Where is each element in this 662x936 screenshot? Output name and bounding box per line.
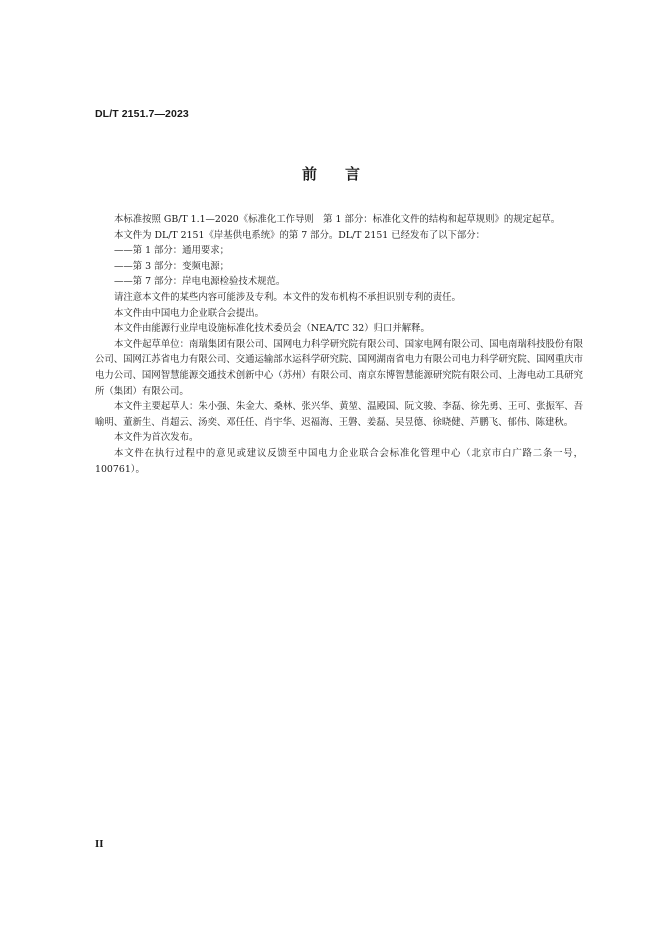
paragraph-technical-committee: 本文件由能源行业岸电设施标准化技术委员会（NEA/TC 32）归口并解释。 xyxy=(114,323,430,335)
foreword-body xyxy=(95,212,583,477)
paragraph-drafting-rules: 本标准按照 GB/T 1.1—2020《标准化工作导则 第 1 部分：标准化文件的结构和起草规则》的规定起草。 xyxy=(114,214,561,225)
page-number: II xyxy=(95,840,104,850)
paragraph-first-release: 本文件为首次发布。 xyxy=(114,432,199,444)
paragraph-feedback: 本文件在执行过程中的意见或建议反馈至中国电力企业联合会标准化管理中心（北京市白广路二条一号，100761）。 xyxy=(95,447,583,475)
list-item-part-3: ——第 3 部分：变频电源； xyxy=(114,260,230,272)
paragraph-proposer: 本文件由中国电力企业联合会提出。 xyxy=(114,307,265,319)
paragraph-drafters: 本文件主要起草人：朱小强、朱金大、桑林、张兴华、黄堃、温殿国、阮文骏、李磊、徐先勇、王可、张振军、吾喻明、董新生、肖超云、汤奕、邓任任、肖宇华、迟福海、王磐、姜磊、吴昱德、徐晓健、芦鹏飞、郁伟、陈建秋。 xyxy=(95,401,583,428)
standard-code: DL/T 2151.7—2023 xyxy=(95,108,189,120)
list-item-part-1: ——第 1 部分：通用要求； xyxy=(114,245,230,257)
list-item-part-7: ——第 7 部分：岸电电源检验技术规范。 xyxy=(114,276,286,288)
paragraph-patent-notice: 请注意本文件的某些内容可能涉及专利。本文件的发布机构不承担识别专利的责任。 xyxy=(114,291,461,303)
page-title: 前言 xyxy=(301,165,388,183)
paragraph-series-intro: 本文件为 DL/T 2151《岸基供电系统》的第 7 部分。DL/T 2151 已经发布了以下部分： xyxy=(114,229,485,241)
paragraph-drafting-organizations: 本文件起草单位：南瑞集团有限公司、国网电力科学研究院有限公司、国家电网有限公司、国电南瑞科技股份有限公司、国网江苏省电力有限公司、交通运输部水运科学研究院、国网湖南省电力有限公司电力科学研究院、国网重庆市电力公司、国网智慧能源交通技术创新中心（苏州）有限公司、南京东博智慧能源研究院有限公司、上海电动工具研究所（集团）有限公司。 xyxy=(95,338,583,397)
